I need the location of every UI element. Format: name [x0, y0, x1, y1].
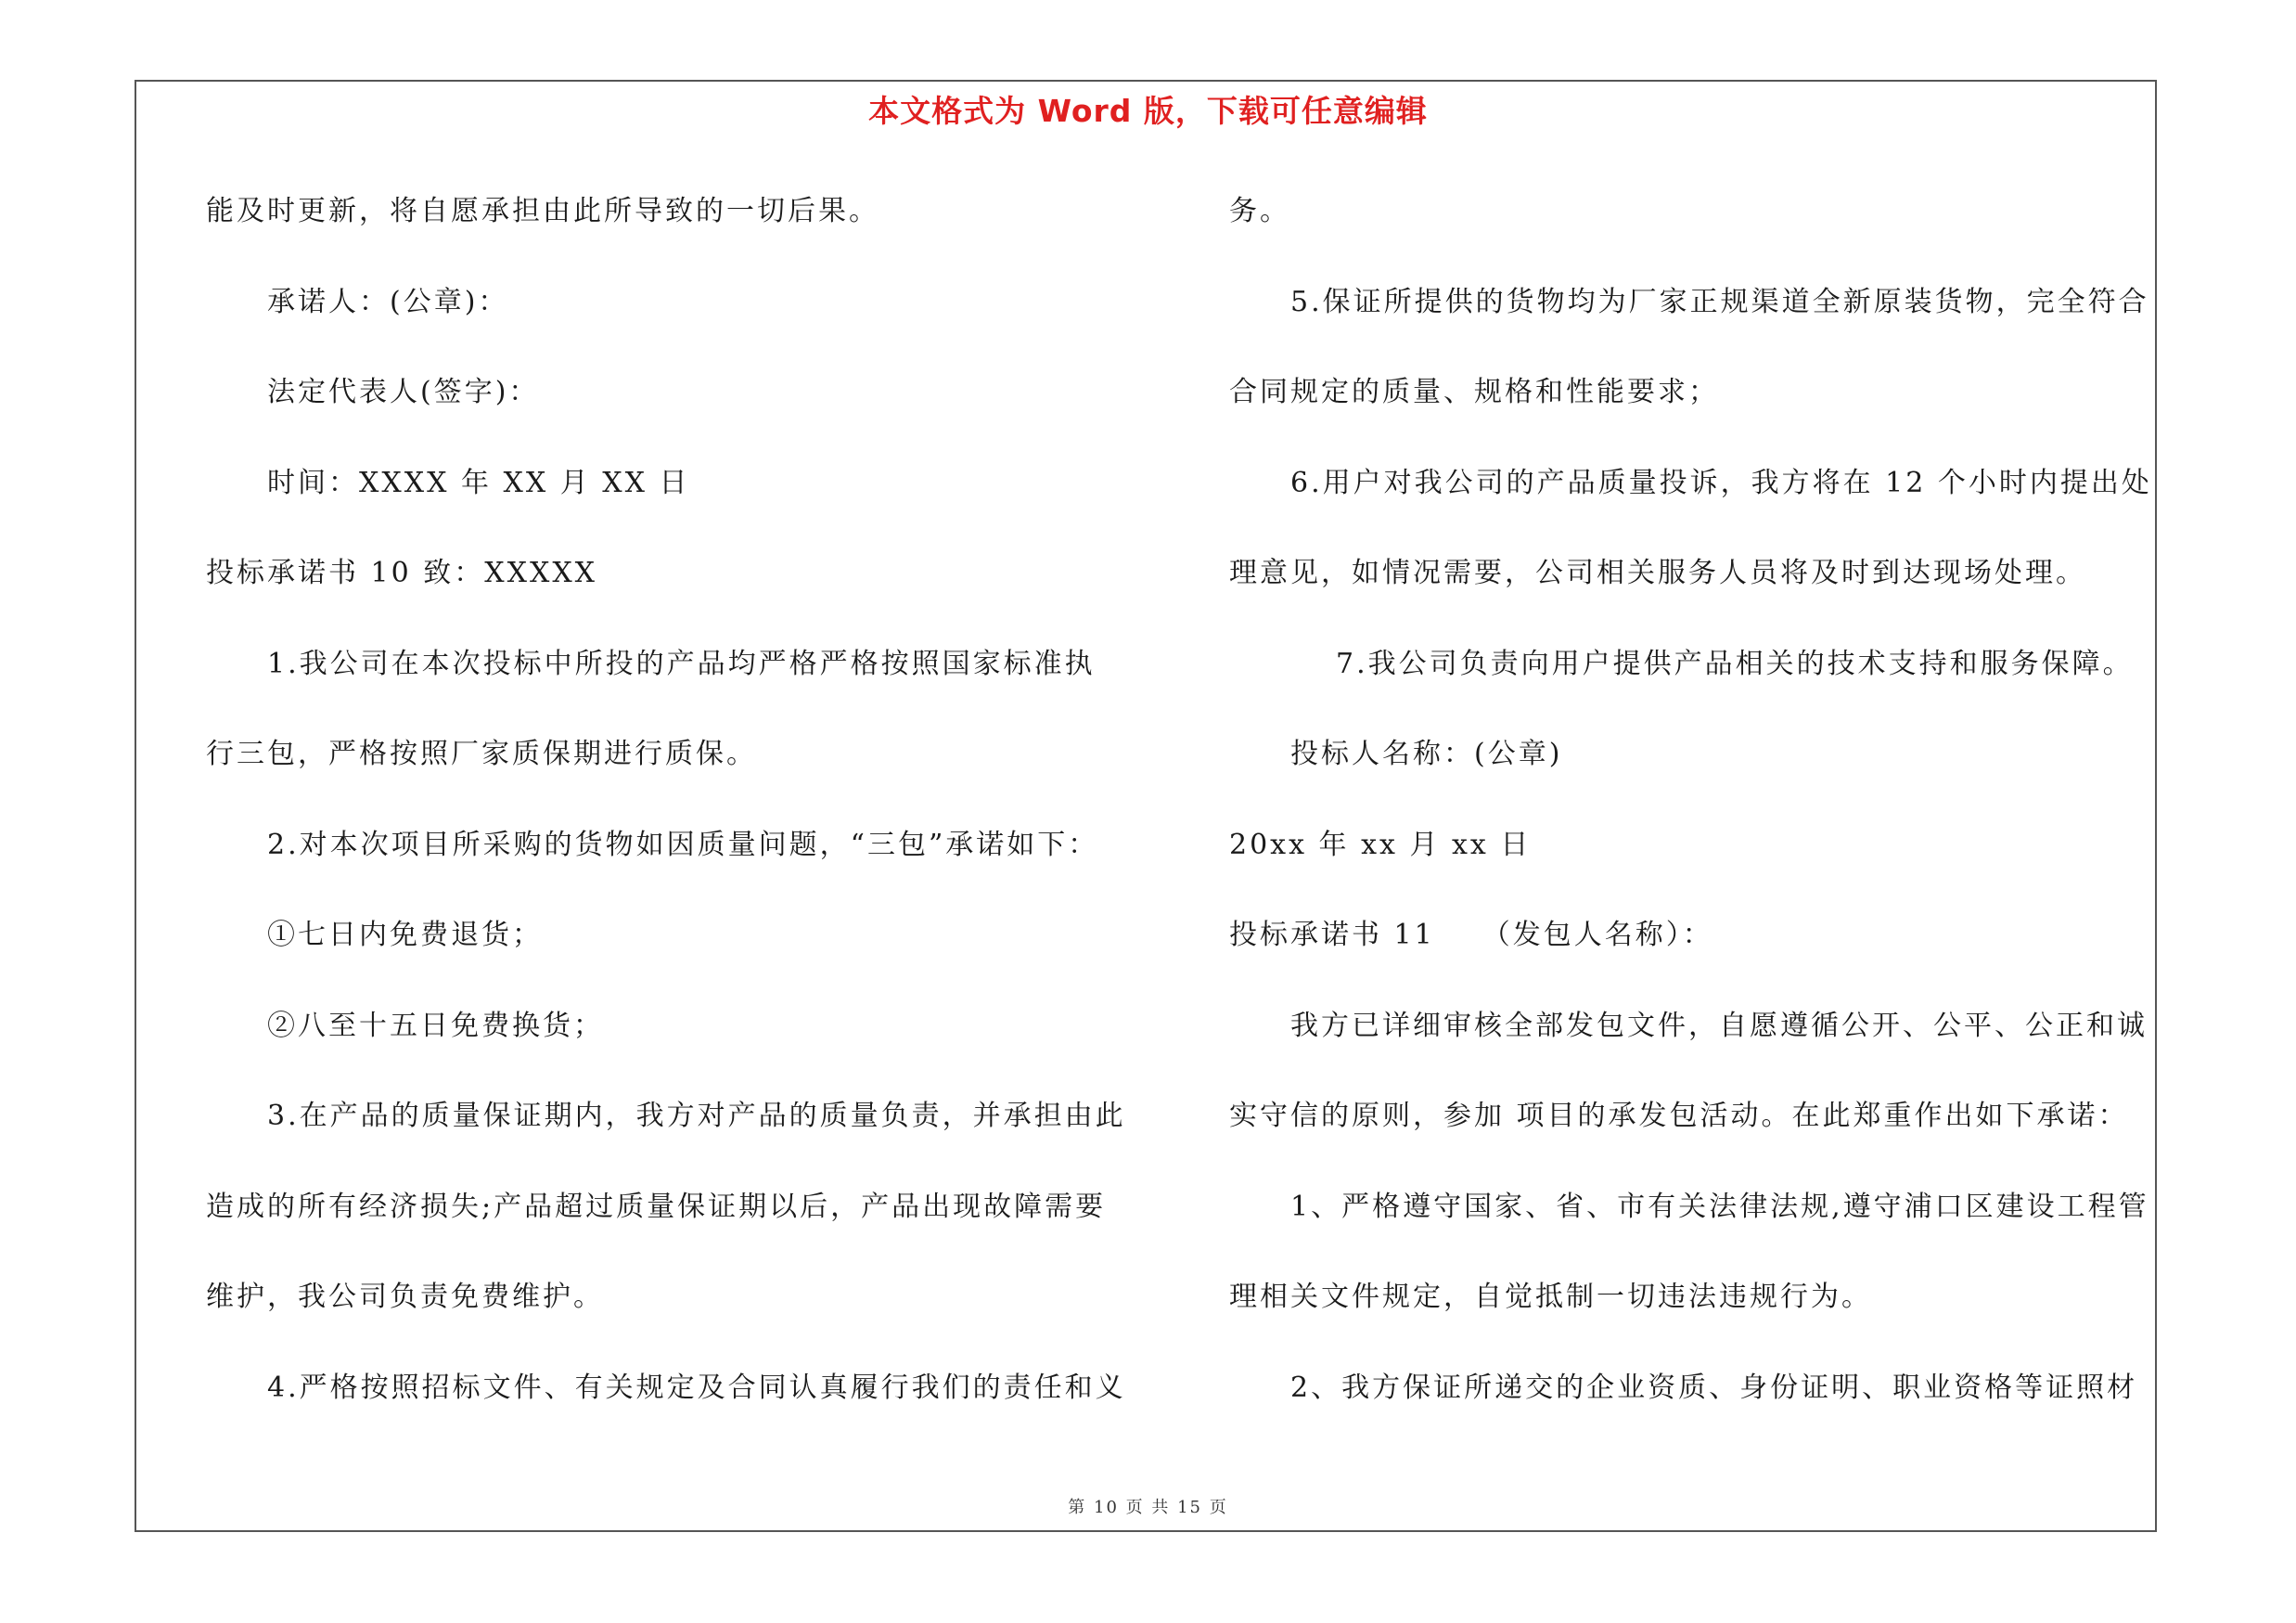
right-line-6: 7.我公司负责向用户提供产品相关的技术支持和服务保障。 — [1336, 648, 2134, 680]
left-line-7: 行三包，严格按照厂家质保期进行质保。 — [206, 738, 757, 770]
right-line-4: 6.用户对我公司的产品质量投诉，我方将在 12 个小时内提出处 — [1290, 467, 2152, 499]
left-line-9: ①七日内免费退货； — [267, 919, 543, 951]
left-line-8: 2.对本次项目所采购的货物如因质量问题，“三包”承诺如下： — [267, 829, 1099, 861]
format-banner: 本文格式为 Word 版，下载可任意编辑 — [868, 93, 1428, 129]
right-line-11: 实守信的原则，参加 项目的承发包活动。在此郑重作出如下承诺： — [1229, 1100, 2129, 1132]
left-line-11: 3.在产品的质量保证期内，我方对产品的质量负责，并承担由此 — [267, 1100, 1126, 1132]
left-line-5: 投标承诺书 10 致：XXXXX — [206, 557, 598, 589]
right-line-5: 理意见，如情况需要，公司相关服务人员将及时到达现场处理。 — [1229, 557, 2086, 589]
left-line-13: 维护，我公司负责免费维护。 — [206, 1281, 604, 1313]
right-line-8: 20xx 年 xx 月 xx 日 — [1229, 829, 1532, 861]
left-line-3: 法定代表人(签字)： — [267, 376, 540, 408]
right-line-13: 理相关文件规定，自觉抵制一切违法违规行为。 — [1229, 1281, 1872, 1313]
right-line-10: 我方已详细审核全部发包文件，自愿遵循公开、公平、公正和诚 — [1290, 1010, 2148, 1042]
right-line-7: 投标人名称：(公章) — [1290, 738, 1563, 770]
left-line-10: ②八至十五日免费换货； — [267, 1010, 604, 1042]
left-line-12: 造成的所有经济损失;产品超过质量保证期以后，产品出现故障需要 — [206, 1191, 1107, 1223]
right-line-14: 2、我方保证所递交的企业资质、身份证明、职业资格等证照材 — [1290, 1372, 2138, 1404]
left-line-14: 4.严格按照招标文件、有关规定及合同认真履行我们的责任和义 — [267, 1372, 1126, 1404]
right-line-12: 1、严格遵守国家、省、市有关法律法规,遵守浦口区建设工程管 — [1290, 1191, 2149, 1223]
right-line-9: 投标承诺书 11 （发包人名称）： — [1229, 919, 1713, 951]
left-line-6: 1.我公司在本次投标中所投的产品均严格严格按照国家标准执 — [267, 648, 1096, 680]
page-number: 第 10 页 共 15 页 — [1068, 1498, 1228, 1517]
right-line-2: 5.保证所提供的货物均为厂家正规渠道全新原装货物，完全符合 — [1290, 286, 2149, 318]
right-line-3: 合同规定的质量、规格和性能要求； — [1229, 376, 1719, 408]
left-line-4: 时间：XXXX 年 XX 月 XX 日 — [267, 467, 690, 499]
left-line-2: 承诺人：(公章)： — [267, 286, 509, 318]
left-line-1: 能及时更新，将自愿承担由此所导致的一切后果。 — [206, 195, 879, 227]
right-line-1: 务。 — [1229, 195, 1290, 227]
